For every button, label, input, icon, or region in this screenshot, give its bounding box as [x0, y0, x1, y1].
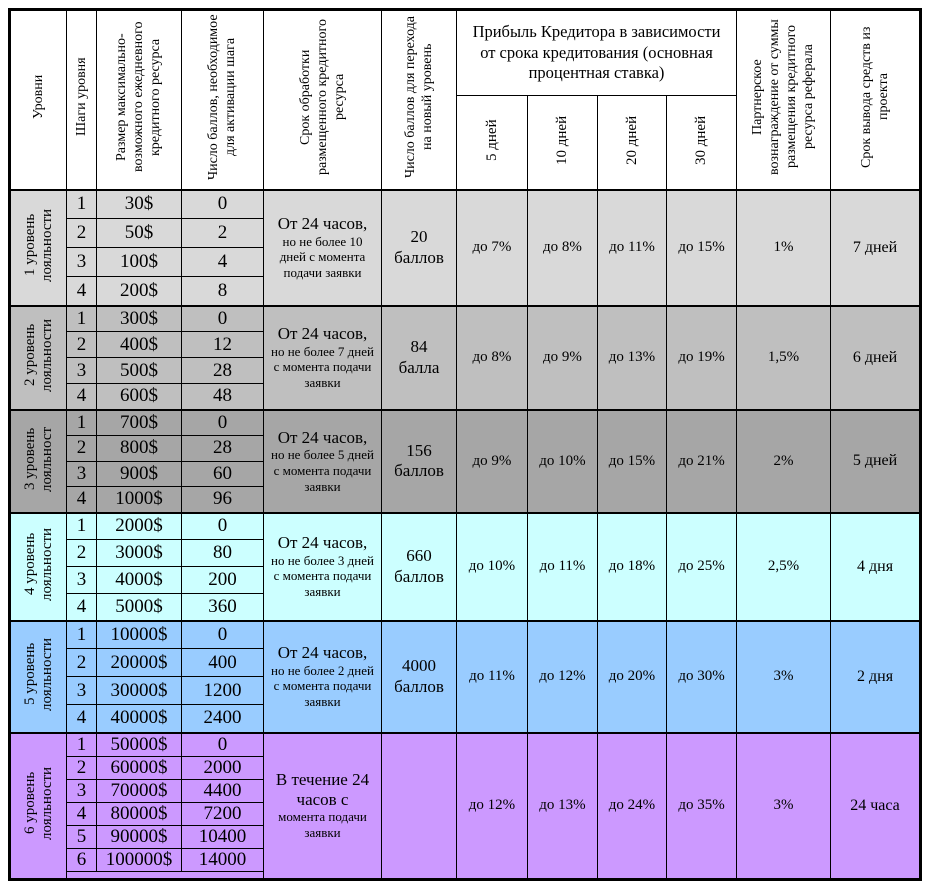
processing-term-cell	[264, 621, 382, 733]
max-amount-cell: 90000$	[97, 825, 182, 848]
max-amount-cell: 800$	[97, 435, 182, 461]
partner-reward-cell: 2,5%	[737, 513, 831, 621]
header-row-main	[10, 10, 921, 96]
level-label	[10, 621, 67, 733]
processing-sub-text: но не более 2 дней с момента подачи заявки	[271, 662, 374, 710]
header-partner-reward	[737, 10, 831, 190]
max-amount-cell: 700$	[97, 410, 182, 436]
max-amount-cell: 1000$	[97, 487, 182, 513]
activation-points-cell: 1200	[182, 677, 264, 705]
activation-points-cell: 2	[182, 219, 264, 248]
table-body	[10, 190, 921, 880]
step-number-cell: 1	[67, 306, 97, 332]
header-partner-reward-label: Партнерское вознаграждение от суммы размещения кредитного ресурса реферала	[750, 19, 817, 176]
step-number-cell: 2	[67, 756, 97, 779]
table-header	[10, 10, 921, 190]
level-points-cell: 84 балла	[382, 306, 457, 410]
level-points-cell: 660 баллов	[382, 513, 457, 621]
partner-reward-cell: 2%	[737, 410, 831, 513]
processing-sub-text: но не более 3 дней с момента подачи заявки	[271, 552, 374, 600]
max-amount-cell: 50$	[97, 219, 182, 248]
header-term-10d-label: 10 дней	[554, 115, 571, 165]
header-profit-group	[457, 10, 737, 96]
step-number-cell: 4	[67, 277, 97, 306]
header-term-10d	[528, 96, 598, 190]
processing-sub-text: момента подачи заявки	[278, 809, 367, 841]
step-number-cell: 5	[67, 825, 97, 848]
max-amount-cell: 400$	[97, 332, 182, 358]
activation-points-cell: 200	[182, 567, 264, 594]
activation-points-cell: 14000	[182, 848, 264, 871]
max-amount-cell: 50000$	[97, 733, 182, 757]
rate-cell-10d: до 13%	[528, 733, 598, 880]
header-processing-term	[264, 10, 382, 190]
activation-points-cell: 0	[182, 306, 264, 332]
step-number-cell: 4	[67, 487, 97, 513]
activation-points-cell: 8	[182, 277, 264, 306]
header-max-daily	[97, 10, 182, 190]
step-number-cell: 3	[67, 358, 97, 384]
rate-cell-10d: до 10%	[528, 410, 598, 513]
max-amount-cell: 200$	[97, 277, 182, 306]
max-amount-cell: 10000$	[97, 621, 182, 649]
level-label-text: 3 уровень лояльност	[21, 425, 55, 492]
max-amount-cell: 500$	[97, 358, 182, 384]
empty-pad-cell	[67, 871, 264, 879]
max-amount-cell: 30000$	[97, 677, 182, 705]
max-amount-cell: 100$	[97, 248, 182, 277]
step-number-cell: 3	[67, 677, 97, 705]
withdrawal-term-cell: 7 дней	[831, 190, 921, 306]
activation-points-cell: 0	[182, 410, 264, 436]
withdrawal-term-cell: 5 дней	[831, 410, 921, 513]
partner-reward-cell: 3%	[737, 621, 831, 733]
rate-cell-5d: до 11%	[457, 621, 528, 733]
level-row	[10, 621, 921, 649]
max-amount-cell: 60000$	[97, 756, 182, 779]
step-number-cell: 3	[67, 248, 97, 277]
level-label-text: 4 уровень лояльности	[21, 527, 55, 601]
step-number-cell: 4	[67, 705, 97, 733]
step-number-cell: 2	[67, 219, 97, 248]
max-amount-cell: 4000$	[97, 567, 182, 594]
max-amount-cell: 3000$	[97, 540, 182, 567]
loyalty-levels-table	[8, 8, 922, 881]
rate-cell-20d: до 24%	[598, 733, 667, 880]
level-points-cell: 20 баллов	[382, 190, 457, 306]
activation-points-cell: 0	[182, 621, 264, 649]
withdrawal-term-cell: 2 дня	[831, 621, 921, 733]
processing-term-cell	[264, 190, 382, 306]
level-row	[10, 733, 921, 757]
rate-cell-30d: до 21%	[667, 410, 737, 513]
partner-reward-cell: 3%	[737, 733, 831, 880]
rate-cell-20d: до 11%	[598, 190, 667, 306]
header-next-level-points	[382, 10, 457, 190]
partner-reward-cell: 1%	[737, 190, 831, 306]
rate-cell-10d: до 8%	[528, 190, 598, 306]
rate-cell-20d: до 20%	[598, 621, 667, 733]
rate-cell-5d: до 7%	[457, 190, 528, 306]
processing-main-text: От 24 часов,	[277, 533, 368, 553]
rate-cell-5d: до 8%	[457, 306, 528, 410]
level-points-cell	[382, 733, 457, 880]
level-label	[10, 410, 67, 513]
header-term-30d-label: 30 дней	[693, 115, 710, 165]
level-label-text: 2 уровень лояльности	[21, 318, 55, 392]
header-steps	[67, 10, 97, 190]
rate-cell-5d: до 10%	[457, 513, 528, 621]
max-amount-cell: 900$	[97, 461, 182, 487]
activation-points-cell: 0	[182, 733, 264, 757]
step-number-cell: 4	[67, 594, 97, 621]
step-number-cell: 3	[67, 461, 97, 487]
rate-cell-20d: до 15%	[598, 410, 667, 513]
withdrawal-term-cell: 24 часа	[831, 733, 921, 880]
activation-points-cell: 360	[182, 594, 264, 621]
activation-points-cell: 0	[182, 513, 264, 540]
withdrawal-term-cell: 4 дня	[831, 513, 921, 621]
partner-reward-cell: 1,5%	[737, 306, 831, 410]
step-number-cell: 1	[67, 733, 97, 757]
rate-cell-30d: до 15%	[667, 190, 737, 306]
header-term-5d	[457, 96, 528, 190]
max-amount-cell: 300$	[97, 306, 182, 332]
activation-points-cell: 80	[182, 540, 264, 567]
level-row	[10, 410, 921, 436]
activation-points-cell: 60	[182, 461, 264, 487]
activation-points-cell: 4400	[182, 779, 264, 802]
step-number-cell: 2	[67, 332, 97, 358]
header-activation-points	[182, 10, 264, 190]
rate-cell-30d: до 35%	[667, 733, 737, 880]
rate-cell-5d: до 9%	[457, 410, 528, 513]
max-amount-cell: 600$	[97, 384, 182, 410]
rate-cell-30d: до 25%	[667, 513, 737, 621]
processing-term-cell	[264, 306, 382, 410]
header-levels	[10, 10, 67, 190]
step-number-cell: 6	[67, 848, 97, 871]
max-amount-cell: 30$	[97, 190, 182, 219]
header-next-level-points-label: Число баллов для перехода на новый уровень	[402, 16, 435, 179]
max-amount-cell: 5000$	[97, 594, 182, 621]
activation-points-cell: 2400	[182, 705, 264, 733]
activation-points-cell: 96	[182, 487, 264, 513]
header-term-20d-label: 20 дней	[623, 115, 640, 165]
rate-cell-30d: до 19%	[667, 306, 737, 410]
step-number-cell: 2	[67, 649, 97, 677]
header-steps-label: Шаги уровня	[73, 57, 89, 137]
header-withdrawal-term-label: Срок вывода средств из проекта	[858, 26, 892, 168]
level-label	[10, 190, 67, 306]
withdrawal-term-cell: 6 дней	[831, 306, 921, 410]
header-term-5d-label: 5 дней	[483, 118, 500, 161]
rate-cell-10d: до 11%	[528, 513, 598, 621]
step-number-cell: 4	[67, 384, 97, 410]
level-label	[10, 513, 67, 621]
level-points-cell: 4000 баллов	[382, 621, 457, 733]
processing-sub-text: но не более 5 дней с момента подачи заявки	[271, 447, 374, 494]
max-amount-cell: 40000$	[97, 705, 182, 733]
activation-points-cell: 10400	[182, 825, 264, 848]
level-label	[10, 306, 67, 410]
step-number-cell: 1	[67, 621, 97, 649]
activation-points-cell: 2000	[182, 756, 264, 779]
level-points-cell: 156 баллов	[382, 410, 457, 513]
processing-main-text: От 24 часов,	[277, 427, 368, 447]
header-activation-points-label: Число баллов, необходимое для активации шага	[206, 14, 239, 181]
activation-points-cell: 400	[182, 649, 264, 677]
step-number-cell: 2	[67, 435, 97, 461]
max-amount-cell: 100000$	[97, 848, 182, 871]
level-row	[10, 513, 921, 540]
step-number-cell: 4	[67, 802, 97, 825]
max-amount-cell: 2000$	[97, 513, 182, 540]
processing-main-text: От 24 часов,	[277, 643, 368, 663]
activation-points-cell: 48	[182, 384, 264, 410]
processing-sub-text: но не более 7 дней с момента подачи заявки	[271, 343, 374, 391]
max-amount-cell: 20000$	[97, 649, 182, 677]
header-profit-group-label: Прибыль Кредитора в зависимости от срока кредитования (основная процентная ставка)	[472, 22, 721, 83]
header-max-daily-label: Размер максимально-возможного ежедневного кредитного ресурса	[114, 22, 164, 173]
level-label-text: 1 уровень лояльности	[21, 208, 55, 282]
level-label-text: 5 уровень лояльности	[21, 637, 55, 711]
rate-cell-5d: до 12%	[457, 733, 528, 880]
processing-main-text: В течение 24 часов с	[275, 770, 370, 809]
header-processing-term-label: Срок обработки размещенного кредитного ресурса	[297, 19, 348, 176]
rate-cell-20d: до 13%	[598, 306, 667, 410]
header-withdrawal-term	[831, 10, 921, 190]
activation-points-cell: 12	[182, 332, 264, 358]
rate-cell-30d: до 30%	[667, 621, 737, 733]
activation-points-cell: 0	[182, 190, 264, 219]
processing-term-cell	[264, 410, 382, 513]
level-label-text: 6 уровень лояльности	[21, 766, 55, 840]
activation-points-cell: 28	[182, 358, 264, 384]
rate-cell-10d: до 12%	[528, 621, 598, 733]
step-number-cell: 1	[67, 410, 97, 436]
rate-cell-10d: до 9%	[528, 306, 598, 410]
level-row	[10, 306, 921, 332]
rate-cell-20d: до 18%	[598, 513, 667, 621]
processing-main-text: От 24 часов,	[277, 214, 368, 234]
activation-points-cell: 28	[182, 435, 264, 461]
processing-sub-text: но не более 10 дней с момента подачи заявки	[279, 233, 366, 281]
step-number-cell: 3	[67, 779, 97, 802]
header-term-20d	[598, 96, 667, 190]
processing-main-text: От 24 часов,	[277, 324, 368, 344]
step-number-cell: 2	[67, 540, 97, 567]
level-row	[10, 190, 921, 219]
step-number-cell: 3	[67, 567, 97, 594]
header-levels-label: Уровни	[30, 75, 46, 120]
step-number-cell: 1	[67, 190, 97, 219]
max-amount-cell: 70000$	[97, 779, 182, 802]
activation-points-cell: 7200	[182, 802, 264, 825]
processing-term-cell	[264, 733, 382, 880]
header-term-30d	[667, 96, 737, 190]
processing-term-cell	[264, 513, 382, 621]
level-label	[10, 733, 67, 880]
step-number-cell: 1	[67, 513, 97, 540]
activation-points-cell: 4	[182, 248, 264, 277]
max-amount-cell: 80000$	[97, 802, 182, 825]
